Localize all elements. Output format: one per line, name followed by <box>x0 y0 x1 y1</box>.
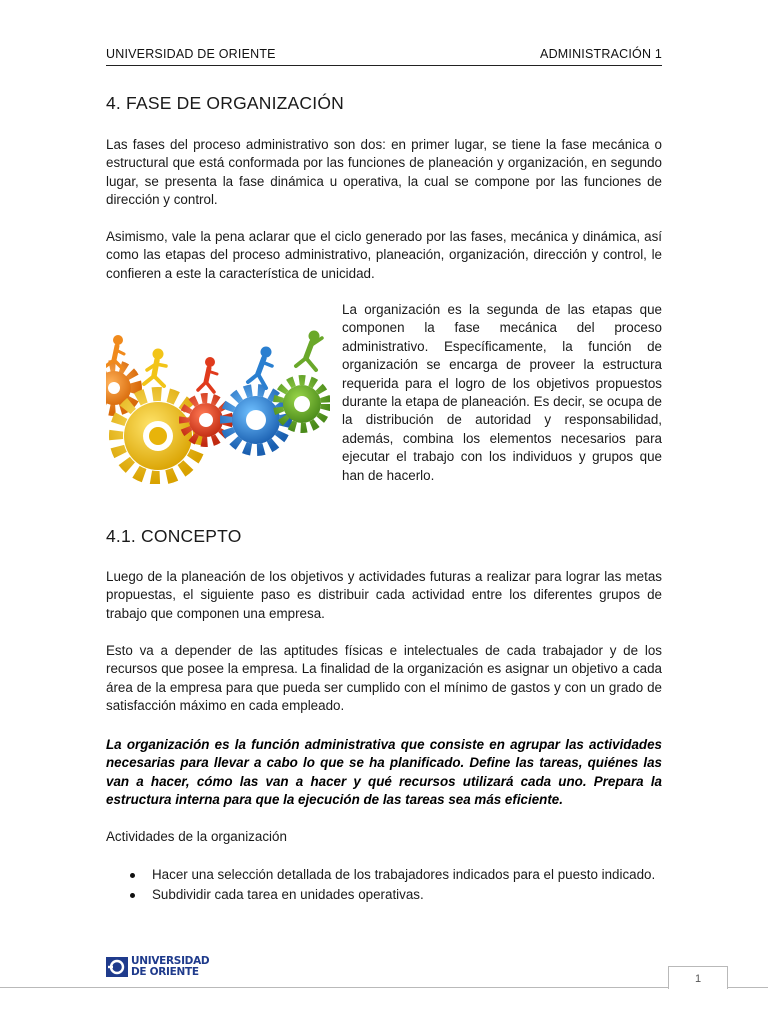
subsection-title: 4.1. CONCEPTO <box>106 526 242 546</box>
running-figure-green <box>296 331 322 371</box>
page-number: 1 <box>694 973 702 985</box>
paragraph-unicity: Asimismo, vale la pena aclarar que el ciclo generado por las fases, mecánica y dinámica, así como las etapas del proceso administrativo, planeación, organización, dirección y control, le confieren a este la característica de unicidad. <box>106 229 662 281</box>
running-header <box>106 45 662 66</box>
running-figure-red <box>198 357 217 392</box>
page-number-box <box>668 966 728 989</box>
section-title: 4. FASE DE ORGANIZACIÓN <box>106 93 344 113</box>
paragraph-distribution: Luego de la planeación de los objetivos y actividades futuras a realizar para lograr las metas propuestas, el siguiente paso es distribuir cada actividad entre los diferentes grupos de trabajo que componen una empresa. <box>106 569 662 621</box>
logo-text-line2: DE ORIENTE <box>131 966 199 978</box>
header-institution: UNIVERSIDAD DE ORIENTE <box>106 47 276 61</box>
definition-highlight: La organización es la función administrativa que consiste en agrupar las actividades necesarias para llevar a cabo lo que se ha planificado. Define las tareas, quiénes las van a hacer, cómo las van a hacer y qué recursos utilizará cada uno. Prepara la estructura interna para que la ejecución de las tareas sea más eficiente. <box>106 737 662 808</box>
logo-text-line1: UNIVERSIDAD <box>131 955 210 967</box>
university-emblem-icon <box>106 957 128 977</box>
paragraph-phases: Las fases del proceso administrativo son dos: en primer lugar, se tiene la fase mecánica o estructural que está conformada por las funciones de planeación y organización, en segundo lugar, se presenta la fase dinámica u operativa, la cual se compone por las funciones de dirección y control. <box>106 137 662 208</box>
header-course: ADMINISTRACIÓN 1 <box>540 47 662 61</box>
university-logo <box>106 955 210 979</box>
running-figure-orange <box>106 335 124 368</box>
paragraph-aptitudes: Esto va a depender de las aptitudes físicas e intelectuales de cada trabajador y de los recursos que posee la empresa. La finalidad de la organización es asignar un objetivo a cada área de la empresa para que pueda ser cumplido con el mínimo de gastos y con un grado de satisfacción máximo en cada empleado. <box>106 643 662 714</box>
gears-people-illustration <box>106 308 330 484</box>
list-item: Hacer una selección detallada de los trabajadores indicados para el puesto indicado. <box>106 866 662 884</box>
running-figure-yellow <box>144 349 166 387</box>
footer-rule <box>0 987 768 988</box>
activities-label: Actividades de la organización <box>106 829 287 844</box>
running-figure-blue <box>248 347 272 389</box>
list-item: Subdividir cada tarea en unidades operativas. <box>106 886 662 904</box>
paragraph-organization-stage: La organización es la segunda de las etapas que componen la fase mecánica del proceso administrativo. Específicamente, la función de organización se encarga de proveer la estructura requerida para el logro de los objetivos propuestos durante la etapa de planeación. Es decir, se ocupa de la distribución de autoridad y responsabilidad, además, combina los elementos necesarios para ejecutar el trabajo con los individuos y grupos que han de hacerlo. <box>342 302 662 483</box>
green-gear <box>278 380 326 428</box>
activities-list <box>106 866 662 907</box>
